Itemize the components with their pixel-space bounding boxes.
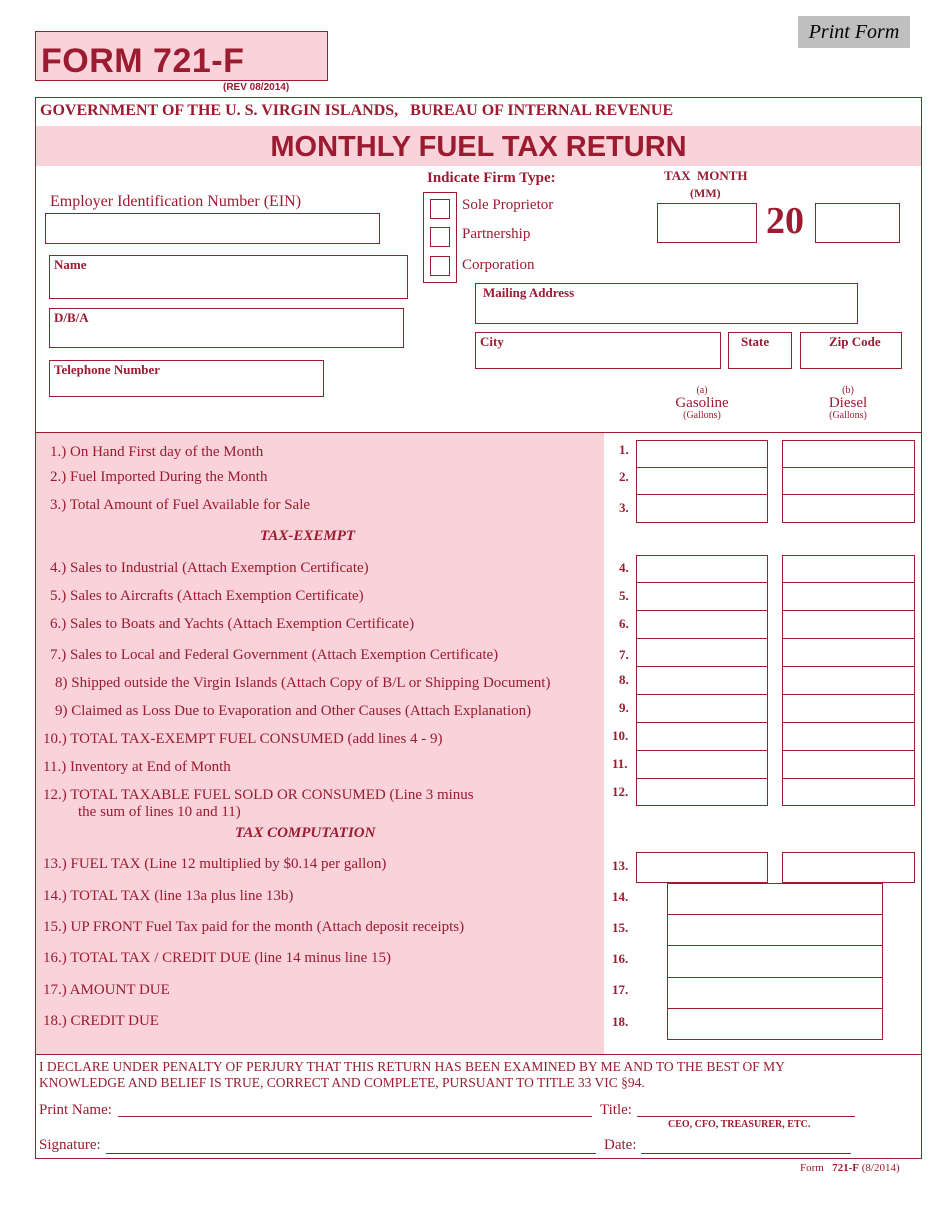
line-6-diesel-input[interactable] bbox=[782, 610, 915, 639]
column-b-header bbox=[798, 385, 898, 421]
line-5-text: 5.) Sales to Aircrafts (Attach Exemption Certificate) bbox=[50, 588, 364, 604]
print-form-button[interactable]: Print Form bbox=[798, 16, 910, 48]
line-12-diesel-input[interactable] bbox=[782, 778, 915, 806]
form-revision: (REV 08/2014) bbox=[223, 82, 290, 93]
line-8-text: 8) Shipped outside the Virgin Islands (Attach Copy of B/L or Shipping Document) bbox=[55, 675, 551, 691]
line-12-text-cont: the sum of lines 10 and 11) bbox=[78, 804, 241, 820]
tax-exempt-heading: TAX-EXEMPT bbox=[260, 528, 356, 544]
print-name-input[interactable] bbox=[118, 1116, 592, 1117]
line-3-diesel-input[interactable] bbox=[782, 494, 915, 523]
declaration-text-line-2: KNOWLEDGE AND BELIEF IS TRUE, CORRECT AND COMPLETE, PURSUANT TO TITLE 33 VIC §94. bbox=[39, 1075, 645, 1090]
tax-month-input[interactable] bbox=[657, 203, 757, 243]
line-number-6: 6. bbox=[619, 616, 629, 631]
print-name-label: Print Name: bbox=[39, 1102, 112, 1118]
telephone-label: Telephone Number bbox=[54, 362, 161, 377]
footer-form-date: (8/2014) bbox=[861, 1162, 900, 1174]
column-a-letter: (a) bbox=[696, 385, 708, 396]
state-field[interactable] bbox=[728, 332, 792, 369]
column-b-letter: (b) bbox=[842, 385, 854, 396]
footer-form-id bbox=[800, 1162, 900, 1174]
line-7-gasoline-input[interactable] bbox=[636, 638, 768, 667]
zip-code-field[interactable] bbox=[800, 332, 902, 369]
line-9-text: 9) Claimed as Loss Due to Evaporation and Other Causes (Attach Explanation) bbox=[55, 703, 532, 719]
tax-computation-heading: TAX COMPUTATION bbox=[235, 825, 376, 841]
zip-code-label: Zip Code bbox=[829, 334, 881, 349]
name-label: Name bbox=[54, 257, 87, 272]
line-8-diesel-input[interactable] bbox=[782, 666, 915, 695]
declaration-divider bbox=[36, 1054, 921, 1055]
year-prefix: 20 bbox=[766, 200, 804, 242]
line-number-15: 15. bbox=[612, 920, 629, 935]
firm-type-sole-proprietor: Sole Proprietor bbox=[462, 197, 554, 213]
line-3-gasoline-input[interactable] bbox=[636, 494, 768, 523]
ein-label: Employer Identification Number (EIN) bbox=[50, 193, 302, 210]
dba-field[interactable] bbox=[49, 308, 404, 348]
line-number-3: 3. bbox=[619, 500, 629, 515]
tax-month-mm: (MM) bbox=[690, 186, 721, 200]
telephone-field[interactable] bbox=[49, 360, 324, 397]
date-input[interactable] bbox=[641, 1153, 851, 1154]
line-4-diesel-input[interactable] bbox=[782, 555, 915, 583]
line-11-diesel-input[interactable] bbox=[782, 750, 915, 779]
line-number-14: 14. bbox=[612, 889, 629, 904]
footer-form-code: 721-F bbox=[832, 1162, 859, 1174]
line-13-gasoline-input[interactable] bbox=[636, 852, 768, 883]
city-field[interactable] bbox=[475, 332, 721, 369]
line-15-text: 15.) UP FRONT Fuel Tax paid for the month (Attach deposit receipts) bbox=[43, 919, 465, 935]
line-1-diesel-input[interactable] bbox=[782, 440, 915, 468]
line-number-4: 4. bbox=[619, 560, 629, 575]
column-a-name: Gasoline bbox=[675, 395, 729, 411]
agency-title: GOVERNMENT OF THE U. S. VIRGIN ISLANDS, BUREAU OF INTERNAL REVENUE bbox=[40, 102, 674, 119]
line-13-text: 13.) FUEL TAX (Line 12 multiplied by $0.14 per gallon) bbox=[43, 856, 387, 872]
signature-label: Signature: bbox=[39, 1137, 101, 1153]
form-number: FORM 721-F bbox=[41, 42, 245, 80]
line-15-input[interactable] bbox=[667, 914, 883, 946]
line-12-gasoline-input[interactable] bbox=[636, 778, 768, 806]
line-2-diesel-input[interactable] bbox=[782, 467, 915, 495]
tax-year-input[interactable] bbox=[815, 203, 900, 243]
line-number-17: 17. bbox=[612, 982, 629, 997]
line-number-5: 5. bbox=[619, 588, 629, 603]
mailing-address-label: Mailing Address bbox=[483, 285, 575, 300]
line-number-11: 11. bbox=[612, 756, 628, 771]
mailing-address-field[interactable] bbox=[475, 283, 858, 324]
line-2-gasoline-input[interactable] bbox=[636, 467, 768, 495]
line-number-12: 12. bbox=[612, 784, 629, 799]
line-10-diesel-input[interactable] bbox=[782, 722, 915, 751]
line-number-10: 10. bbox=[612, 728, 629, 743]
line-12-text: 12.) TOTAL TAXABLE FUEL SOLD OR CONSUMED (Line 3 minus bbox=[43, 787, 474, 803]
line-14-input[interactable] bbox=[667, 883, 883, 915]
footer-form-word: Form bbox=[800, 1162, 824, 1174]
line-18-text: 18.) CREDIT DUE bbox=[43, 1013, 159, 1029]
line-1-gasoline-input[interactable] bbox=[636, 440, 768, 468]
line-6-gasoline-input[interactable] bbox=[636, 610, 768, 639]
title-band bbox=[36, 126, 921, 166]
line-7-text: 7.) Sales to Local and Federal Government (Attach Exemption Certificate) bbox=[50, 647, 499, 663]
line-5-diesel-input[interactable] bbox=[782, 582, 915, 611]
column-b-name: Diesel bbox=[828, 395, 868, 411]
sole-proprietor-checkbox[interactable] bbox=[430, 199, 450, 219]
line-10-text: 10.) TOTAL TAX-EXEMPT FUEL CONSUMED (add lines 4 - 9) bbox=[43, 731, 443, 747]
title-hint: CEO, CFO, TREASURER, ETC. bbox=[668, 1119, 811, 1130]
title-input[interactable] bbox=[637, 1116, 855, 1117]
line-6-text: 6.) Sales to Boats and Yachts (Attach Exemption Certificate) bbox=[50, 616, 415, 632]
line-8-gasoline-input[interactable] bbox=[636, 666, 768, 695]
name-field[interactable] bbox=[49, 255, 408, 299]
date-label: Date: bbox=[604, 1137, 637, 1153]
form-number-box bbox=[35, 31, 328, 81]
column-a-header bbox=[652, 385, 752, 421]
line-16-input[interactable] bbox=[667, 945, 883, 978]
line-number-1: 1. bbox=[619, 442, 629, 457]
line-9-diesel-input[interactable] bbox=[782, 694, 915, 723]
line-4-gasoline-input[interactable] bbox=[636, 555, 768, 583]
column-b-unit: (Gallons) bbox=[829, 410, 867, 421]
line-number-13: 13. bbox=[612, 858, 629, 873]
line-2-text: 2.) Fuel Imported During the Month bbox=[50, 469, 268, 485]
line-18-input[interactable] bbox=[667, 1008, 883, 1040]
line-number-2: 2. bbox=[619, 469, 629, 484]
line-number-9: 9. bbox=[619, 700, 629, 715]
line-5-gasoline-input[interactable] bbox=[636, 582, 768, 611]
line-3-text: 3.) Total Amount of Fuel Available for Sale bbox=[50, 497, 311, 513]
line-7-diesel-input[interactable] bbox=[782, 638, 915, 667]
dba-label: D/B/A bbox=[54, 310, 89, 325]
firm-type-partnership: Partnership bbox=[462, 226, 531, 242]
city-label: City bbox=[480, 334, 504, 349]
line-number-8: 8. bbox=[619, 672, 629, 687]
title-label: Title: bbox=[600, 1102, 632, 1118]
line-14-text: 14.) TOTAL TAX (line 13a plus line 13b) bbox=[43, 888, 294, 904]
firm-type-label: Indicate Firm Type: bbox=[427, 170, 556, 186]
tax-month-label: TAX MONTH bbox=[664, 168, 748, 183]
corporation-checkbox[interactable] bbox=[430, 256, 450, 276]
firm-type-corporation: Corporation bbox=[462, 257, 535, 273]
page-title: MONTHLY FUEL TAX RETURN bbox=[270, 131, 687, 163]
line-17-input[interactable] bbox=[667, 977, 883, 1009]
declaration-text-line-1: I DECLARE UNDER PENALTY OF PERJURY THAT THIS RETURN HAS BEEN EXAMINED BY ME AND TO THE BEST OF MY bbox=[39, 1059, 785, 1074]
line-number-16: 16. bbox=[612, 951, 629, 966]
line-13-diesel-input[interactable] bbox=[782, 852, 915, 883]
line-17-text: 17.) AMOUNT DUE bbox=[43, 982, 170, 998]
line-11-gasoline-input[interactable] bbox=[636, 750, 768, 779]
line-10-gasoline-input[interactable] bbox=[636, 722, 768, 751]
column-a-unit: (Gallons) bbox=[683, 410, 721, 421]
line-9-gasoline-input[interactable] bbox=[636, 694, 768, 723]
line-16-text: 16.) TOTAL TAX / CREDIT DUE (line 14 minus line 15) bbox=[43, 950, 391, 966]
signature-input[interactable] bbox=[106, 1153, 596, 1154]
partnership-checkbox[interactable] bbox=[430, 227, 450, 247]
line-4-text: 4.) Sales to Industrial (Attach Exemption Certificate) bbox=[50, 560, 369, 576]
line-11-text: 11.) Inventory at End of Month bbox=[43, 759, 231, 775]
line-number-7: 7. bbox=[619, 647, 629, 662]
line-1-text: 1.) On Hand First day of the Month bbox=[50, 444, 264, 460]
line-number-18: 18. bbox=[612, 1014, 629, 1029]
ein-input[interactable] bbox=[45, 213, 380, 244]
state-label: State bbox=[741, 334, 770, 349]
